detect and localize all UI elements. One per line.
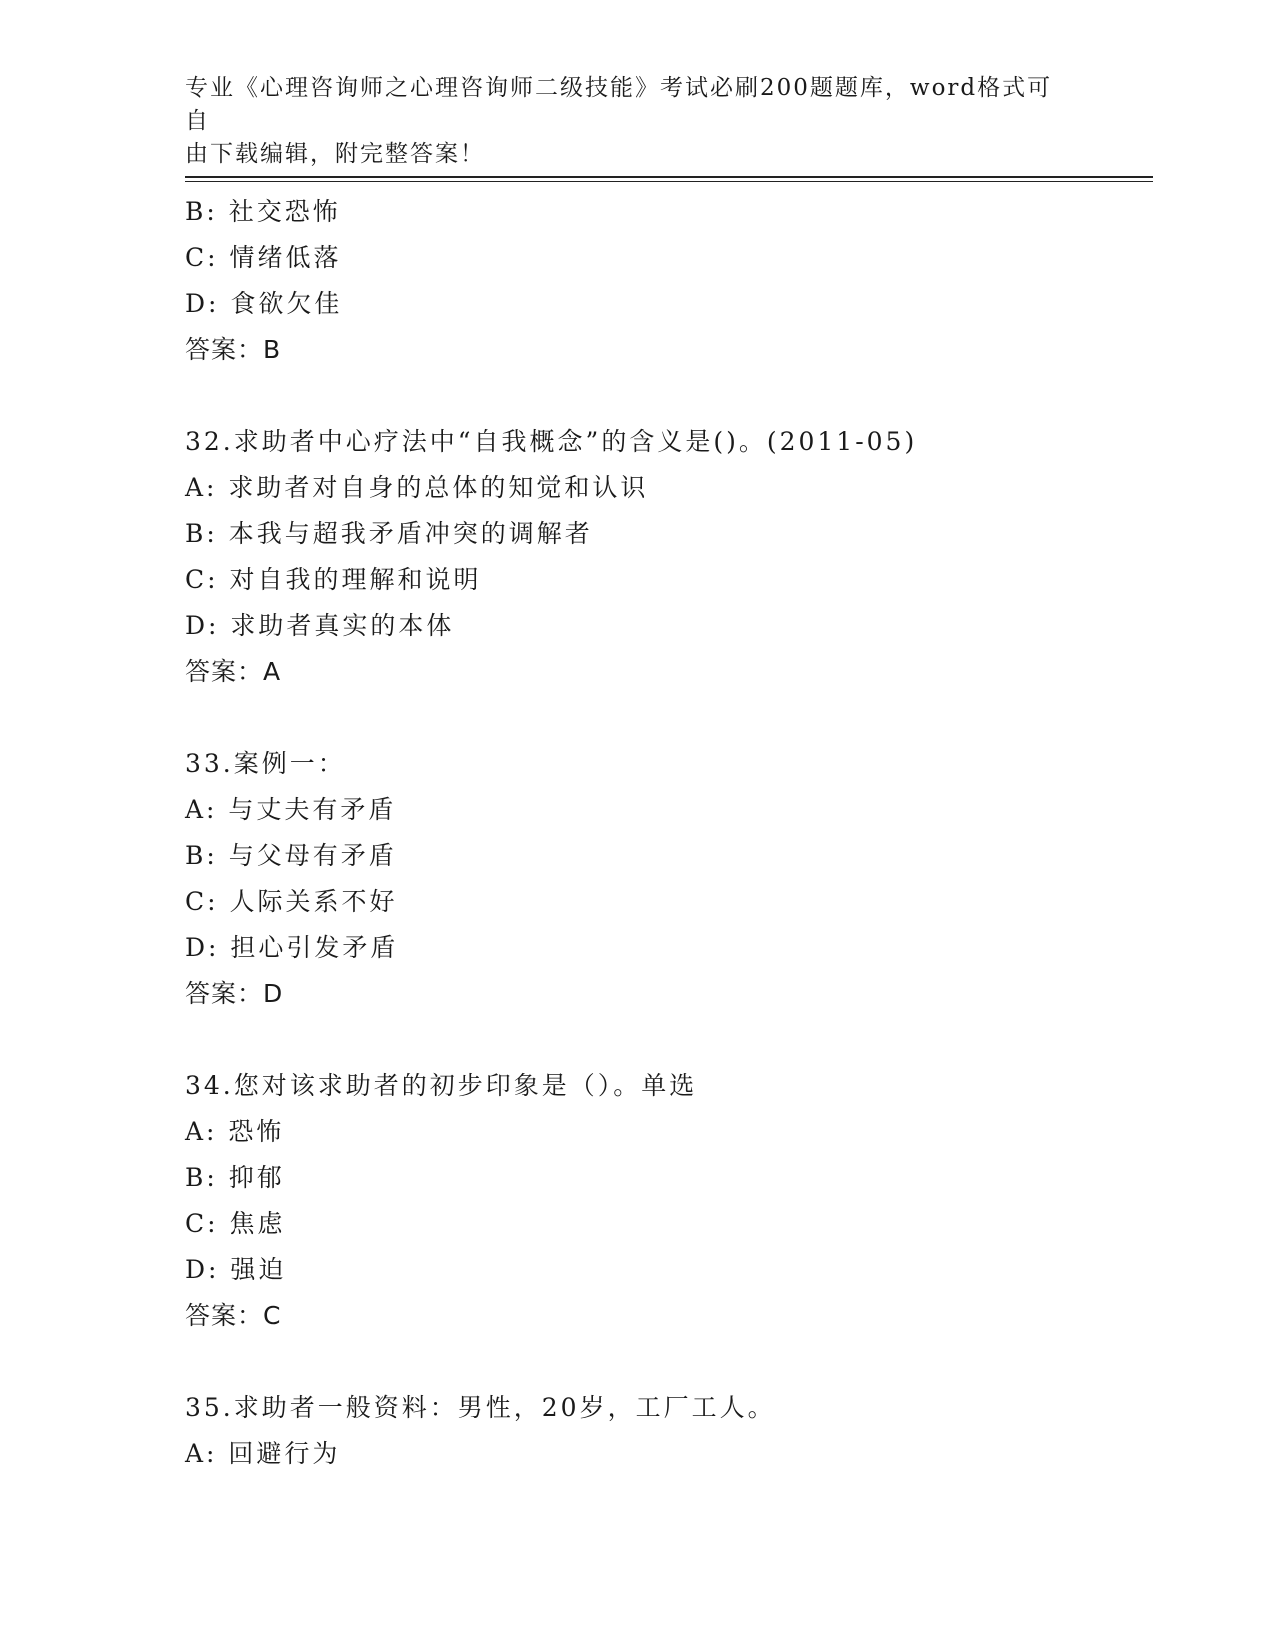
option-a: A: 恐怖 [185,1117,285,1146]
question-34 [185,1063,1153,1339]
option-a: A: 回避行为 [185,1439,341,1468]
header-rule-thick [185,176,1153,178]
option-c: C: 情绪低落 [185,243,342,272]
answer: 答案：B [185,335,282,364]
option-b: B: 本我与超我矛盾冲突的调解者 [185,519,593,548]
option-d: D: 强迫 [185,1255,287,1284]
option-d: D: 食欲欠佳 [185,289,343,318]
question-35 [185,1385,1153,1477]
option-d: D: 担心引发矛盾 [185,933,399,962]
document-header [185,72,1065,171]
question-text: 34.您对该求助者的初步印象是（）。单选 [185,1071,698,1100]
question-33 [185,741,1153,1017]
option-c: C: 对自我的理解和说明 [185,565,482,594]
header-line-1: 专业《心理咨询师之心理咨询师二级技能》考试必刷200题题库，word格式可自 [185,75,1053,134]
option-b: B: 社交恐怖 [185,197,341,226]
option-c: C: 人际关系不好 [185,887,398,916]
question-list [185,189,1153,1477]
question-text: 33.案例一： [185,749,346,778]
question-text: 32.求助者中心疗法中“自我概念”的含义是()。(2011-05) [185,427,918,456]
header-line-2: 由下载编辑，附完整答案！ [185,141,485,167]
question-31-continued [185,189,1153,373]
option-d: D: 求助者真实的本体 [185,611,455,640]
answer: 答案：C [185,1301,282,1330]
option-a: A: 与丈夫有矛盾 [185,795,397,824]
question-32 [185,419,1153,695]
option-c: C: 焦虑 [185,1209,286,1238]
answer: 答案：D [185,979,284,1008]
header-rule-thin [185,181,1153,182]
option-b: B: 抑郁 [185,1163,285,1192]
option-a: A: 求助者对自身的总体的知觉和认识 [185,473,649,502]
option-b: B: 与父母有矛盾 [185,841,397,870]
question-text: 35.求助者一般资料：男性，20岁，工厂工人。 [185,1393,776,1422]
answer: 答案：A [185,657,282,686]
